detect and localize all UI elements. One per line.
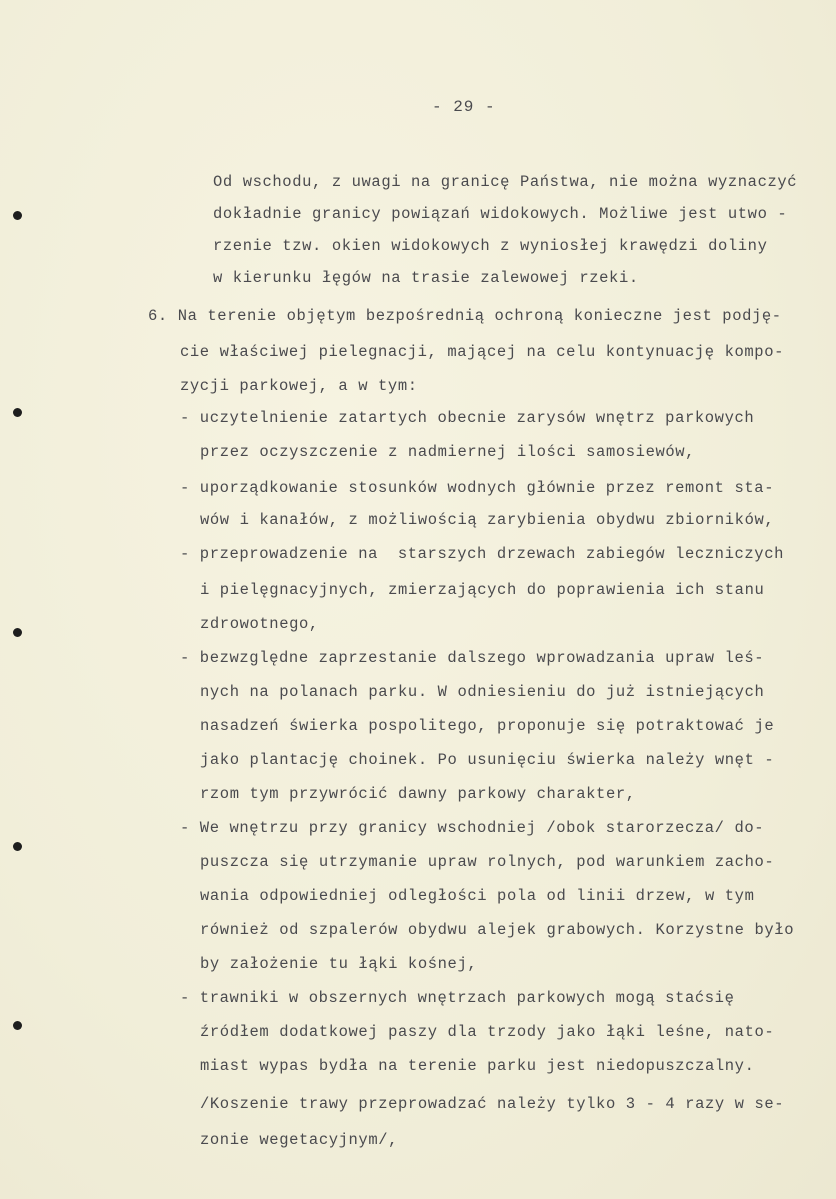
text-line: przez oczyszczenie z nadmiernej ilości samosiewów, bbox=[200, 443, 696, 461]
punch-hole bbox=[13, 1021, 22, 1030]
text-line: źródłem dodatkowej paszy dla trzody jako łąki leśne, nato- bbox=[200, 1023, 775, 1041]
text-line: - przeprowadzenie na starszych drzewach zabiegów leczniczych bbox=[180, 545, 784, 563]
text-line: - uporządkowanie stosunków wodnych głównie przez remont sta- bbox=[180, 479, 775, 497]
text-line: miast wypas bydła na terenie parku jest niedopuszczalny. bbox=[200, 1057, 755, 1075]
text-line: w kierunku łęgów na trasie zalewowej rzeki. bbox=[213, 269, 639, 287]
punch-hole bbox=[13, 842, 22, 851]
punch-hole bbox=[13, 628, 22, 637]
text-line: - We wnętrzu przy granicy wschodniej /obok starorzecza/ do- bbox=[180, 819, 765, 837]
text-line: - uczytelnienie zatartych obecnie zarysów wnętrz parkowych bbox=[180, 409, 755, 427]
text-line: jako plantację choinek. Po usunięciu świerka należy wnęt - bbox=[200, 751, 775, 769]
text-line: by założenie tu łąki kośnej, bbox=[200, 955, 478, 973]
text-line: dokładnie granicy powiązań widokowych. Możliwe jest utwo - bbox=[213, 205, 788, 223]
text-line: - bezwzględne zaprzestanie dalszego wprowadzania upraw leś- bbox=[180, 649, 765, 667]
text-line: rzenie tzw. okien widokowych z wyniosłej krawędzi doliny bbox=[213, 237, 768, 255]
text-line: - trawniki w obszernych wnętrzach parkowych mogą staćsię bbox=[180, 989, 735, 1007]
text-line: zycji parkowej, a w tym: bbox=[180, 377, 418, 395]
page-number: - 29 - bbox=[432, 98, 496, 116]
text-line: 6. Na terenie objętym bezpośrednią ochroną konieczne jest podję- bbox=[148, 307, 782, 325]
text-line: Od wschodu, z uwagi na granicę Państwa, nie można wyznaczyć bbox=[213, 173, 798, 191]
text-line: również od szpalerów obydwu alejek grabowych. Korzystne było bbox=[200, 921, 795, 939]
text-line: puszcza się utrzymanie upraw rolnych, pod warunkiem zacho- bbox=[200, 853, 775, 871]
punch-hole bbox=[13, 408, 22, 417]
text-line: wów i kanałów, z możliwością zarybienia obydwu zbiorników, bbox=[200, 511, 775, 529]
text-line: nych na polanach parku. W odniesieniu do już istniejących bbox=[200, 683, 765, 701]
text-line: zdrowotnego, bbox=[200, 615, 319, 633]
text-line: /Koszenie trawy przeprowadzać należy tylko 3 - 4 razy w se- bbox=[200, 1095, 785, 1113]
text-line: cie właściwej pielegnacji, mającej na celu kontynuację kompo- bbox=[180, 343, 784, 361]
punch-hole bbox=[13, 211, 22, 220]
text-line: i pielęgnacyjnych, zmierzających do poprawienia ich stanu bbox=[200, 581, 765, 599]
text-line: rzom tym przywrócić dawny parkowy charakter, bbox=[200, 785, 636, 803]
text-line: zonie wegetacyjnym/, bbox=[200, 1131, 399, 1149]
text-line: wania odpowiedniej odległości pola od linii drzew, w tym bbox=[200, 887, 755, 905]
text-line: nasadzeń świerka pospolitego, proponuje się potraktować je bbox=[200, 717, 775, 735]
